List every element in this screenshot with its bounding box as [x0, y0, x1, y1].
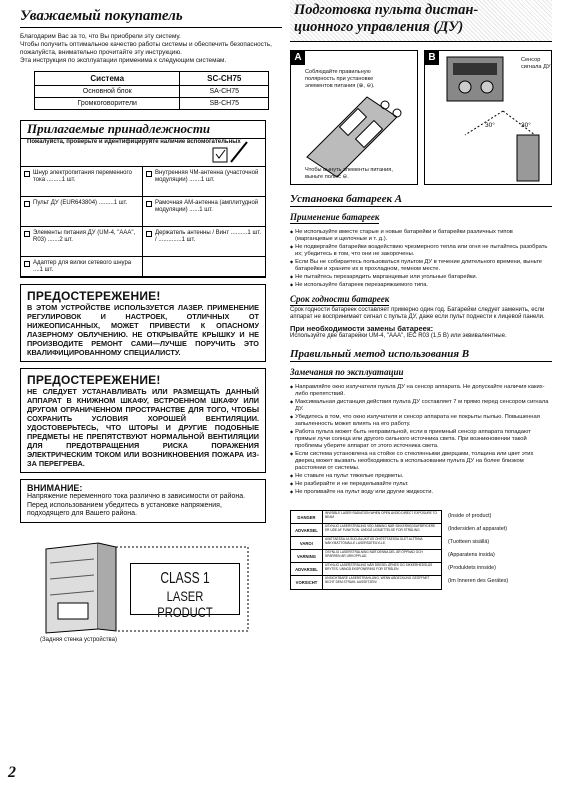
attention-box — [20, 479, 266, 523]
checkbox[interactable] — [24, 231, 30, 237]
table-row: DANGER INVISIBLE LASER RADIATION WHEN OPEN AVOID DIRECT EXPOSURE TO BEAM — [291, 511, 441, 524]
section-banner — [290, 0, 552, 42]
models-cell: SB-CH75 — [180, 98, 269, 110]
figures-row — [290, 50, 552, 185]
laser-label-line2: LASER PRODUCT — [157, 587, 213, 620]
accessory-item: Рамочная АМ-антенна (амплитудной модуляции) ......1 шт. — [143, 197, 265, 227]
list-item: ◆ Если система установлена на стойке со стеклянными дверцами, толщина или цвет этих дверец может вызвать необходимость в использовании пульта ДУ на более близком расстоянии от системы. — [290, 450, 552, 472]
list-item: ◆ Не подвергайте батарейки воздействию чрезмерного тепла или огня не пытайтесь разобрать их; убедитесь в том, что они не закорочены. — [290, 243, 552, 258]
table-note: (Indersiden af apparatet) — [448, 526, 508, 533]
table-row: VARNING OSYNLIG LASERSTRÅLNING NÄR DENNA DEL ÄR ÖPPNAD OCH SPÄRREN ÄR URKOPPLAD. — [291, 550, 441, 563]
list-item: ◆ Не используйте батареек перезаряжаемого типа. — [290, 281, 552, 289]
table-row: VORSICHT UNSICHTBARE LASERSTRAHLUNG, WENN ABDECKUNG GEÖFFNET NICHT DEM STRAHL AUSSETZEN! — [291, 576, 441, 589]
checkbox[interactable] — [146, 201, 152, 207]
list-item: ◆ Не ставьте на пульт тяжелые предметы. — [290, 472, 552, 480]
usage-section-title: Правильный метод использования B — [290, 348, 552, 362]
checkbox[interactable] — [24, 171, 30, 177]
table-note: (Im Inneren des Gerätes) — [448, 578, 509, 585]
battery-replace-heading: При необходимости замены батареек: — [290, 323, 434, 333]
models-cell: Громкоговорители — [35, 98, 180, 110]
page-title: Уважаемый покупатель — [20, 8, 282, 28]
figure-b — [424, 50, 552, 185]
attention-title: ВНИМАНИЕ: — [27, 483, 83, 493]
accessory-item: Держатель антенны / Винт ..........1 шт. / ..............1 шт. — [143, 227, 265, 257]
angle-left: 30° — [485, 122, 495, 129]
models-header-model: SC-CH75 — [180, 72, 269, 86]
models-cell: SA-CH75 — [180, 86, 269, 98]
accessory-item: Элементы питания ДУ (UM-4, "AAA", R03) .......2 шт. — [21, 227, 143, 257]
figure-a-note-removal: Чтобы вынуть элементы питания, выньте полюс ⊖. — [305, 167, 393, 180]
intro-p3: Эта инструкция по эксплуатации применима к следующим системам. — [20, 57, 227, 64]
sensor-label: Сенсор сигнала ДУ — [521, 57, 551, 70]
accessory-item: Шнур электропитания переменного тока .........1 шт. — [21, 167, 143, 197]
remote-battery-drawing — [297, 87, 417, 177]
device-caption: (Задняя стенка устройства) — [40, 636, 117, 643]
left-column — [20, 8, 282, 643]
table-note: (Apparatens insida) — [448, 552, 495, 559]
class1-laser-label — [130, 563, 240, 620]
accessory-item-empty — [143, 257, 265, 277]
list-item: ◆ Не пытайтесь перезарядить марганцевые или угольные батарейки. — [290, 273, 552, 281]
models-table — [34, 71, 269, 110]
banner-line1: Подготовка пульта дистан- — [294, 2, 479, 18]
table-row: ADVARSEL USYNLIG LASERSTRÅLING NÅR DEKSEL ÅPNES OG SIKKERHEDSLÅS BRYTES. UNNGÅ EKSPONERING FOR STRÅLEN — [291, 563, 441, 576]
list-item: ◆ Если Вы не собираетесь пользоваться пультом ДУ в течение длительного времени, выньте батарейки и храните их в прохладном, темном месте. — [290, 258, 552, 273]
banner-line2: ционного управления (ДУ) — [294, 19, 464, 35]
accessories-box — [20, 120, 266, 278]
accessory-item: Пульт ДУ (EUR643804) .........1 шт. — [21, 197, 143, 227]
laser-warning-table — [290, 510, 552, 590]
usage-sub-heading: Замечания по эксплуатации — [290, 367, 404, 378]
figure-a — [290, 50, 418, 185]
table-row: VARO! AVATTAESSA JA SUOJALUKITUS OHITETTAESSA OLET ALTTIINA NÄKYMÄTTÖMÄLLE LASERSÄTEILYLLE. — [291, 537, 441, 550]
intro-p2: Чтобы получить оптимальное качество работы системы и обеспечить безопасность, пожалуйста, внимательно прочитайте эту инструкцию. — [20, 41, 272, 56]
list-item: ◆ Не проливайте на пульт воду или другие жидкости. — [290, 488, 552, 496]
accessory-item: Внутренняя ЧМ-антенна (участочной модуляции) .......1 шт. — [143, 167, 265, 197]
list-item: ◆ Не разбирайте и не переделывайте пульт. — [290, 480, 552, 488]
battery-section-title: Установка батареек A — [290, 193, 552, 207]
laser-table-notes — [448, 510, 508, 590]
laser-warning-box — [20, 284, 266, 362]
attention-text: Напряжение переменного тока различно в зависимости от района. Перед использованием убедитесь в установке напряжения, подходящего для Вашего района. — [27, 493, 246, 518]
ventilation-warning-title: ПРЕДОСТЕРЕЖЕНИЕ! — [27, 373, 161, 387]
battery-life-heading: Срок годности батареек — [290, 294, 390, 304]
list-item: ◆ Максимальная дистанция действия пульта ДУ составляет 7 м прямо перед сенсором сигнала ДУ. — [290, 398, 552, 413]
laser-label-grid — [290, 510, 442, 590]
table-note: (Produktets innside) — [448, 565, 496, 572]
laser-label-line1: CLASS 1 — [160, 569, 210, 587]
intro-p1: Благодарим Вас за то, что Вы приобрели эту систему. — [20, 33, 181, 40]
list-item: ◆ Работа пульта может быть неправильной, если в приемный сенсор аппарата попадают прямые лучи солнца или другого сильного источника света. При возникновении такой проблемы уберите аппарат от этого источника света. — [290, 428, 552, 450]
list-item: ◆ Направляйте окно излучателя пульта ДУ на сенсор аппарата. Не допускайте наличия каких-либо препятствий. — [290, 383, 552, 398]
usage-list — [290, 383, 552, 496]
figure-a-tag: A — [291, 51, 305, 65]
models-cell: Основной блок — [35, 86, 180, 98]
battery-list — [290, 228, 552, 289]
checkbox[interactable] — [24, 261, 30, 267]
ventilation-warning-text: НЕ СЛЕДУЕТ УСТАНАВЛИВАТЬ ИЛИ РАЗМЕЩАТЬ ДАННЫЙ АППАРАТ В КНИЖНОМ ШКАФУ, ВСТРОЕННОМ ШКАФУ ИЛИ ДРУГОМ ОГРАНИЧЕННОМ ПРОСТРАНСТВЕ ДЛЯ ТОГО, ЧТОБЫ СОХРАНИТЬ УСЛОВИЯ ХОРОШЕЙ ВЕНТИЛЯЦИИ. УДОСТОВЕРЬТЕСЬ, ЧТО ШТОРЫ И ДРУГИЕ ПОДОБНЫЕ ПРЕДМЕТЫ НЕ ПРЕПЯТСТВУЮТ НОРМАЛЬНОЙ ВЕНТИЛЯЦИИ ДЛЯ ПРЕДОТВРАЩЕНИЯ РИСКА ПОРАЖЕНИЯ ЭЛЕКТРИЧЕСКИМ ТОКОМ ИЛИ ВОЗНИКНОВЕНИЯ ПОЖАРА ИЗ-ЗА ПЕРЕГРЕВА. — [27, 387, 259, 468]
table-note: (Inside of product) — [448, 513, 492, 520]
angle-right: 30° — [521, 122, 531, 129]
device-rear-illustration — [38, 539, 258, 643]
laser-warning-text: В ЭТОМ УСТРОЙСТВЕ ИСПОЛЬЗУЕТСЯ ЛАЗЕР. ПРИМЕНЕНИЕ РЕГУЛИРОВОК И НАСТРОЕК, ОТЛИЧНЫХ ОТ НИЖЕОПИСАННЫХ, МОЖЕТ ПРИВЕСТИ К ОПАСНОМУ ЛАЗЕРНОМУ ОБЛУЧЕНИЮ. НЕ ОТКРЫВАЙТЕ КРЫШКУ И НЕ ПРОИЗВОДИТЕ РЕМОНТ САМИ—ЛУЧШЕ ПОРУЧИТЬ ЭТО КВАЛИФИЦИРОВАННОМУ СПЕЦИАЛИСТУ. — [27, 303, 259, 357]
list-item: ◆ Не используйте вместе старые и новые батарейки и батарейки различных типов (марганцевые и щелочные и т. д.). — [290, 228, 552, 243]
battery-use-heading: Применение батареек — [290, 212, 380, 222]
battery-replace-text: Используйте две батарейки UM-4, "AAA", IEC R03 (1,5 В) или эквивалентные. — [290, 332, 507, 339]
list-item: ◆ Убедитесь в том, что окно излучателя и сенсор аппарата не покрыты пылью. Повышенная запыленность может влиять на его работу. — [290, 413, 552, 428]
checkbox[interactable] — [146, 171, 152, 177]
figure-a-note-polarity: Соблюдайте правильную полярность при установке элементов питания (⊕, ⊖). — [305, 69, 375, 89]
stereo-remote-drawing — [425, 51, 551, 183]
checkbox[interactable] — [146, 231, 152, 237]
checklist-pen-icon — [211, 140, 251, 166]
laser-warning-title: ПРЕДОСТЕРЕЖЕНИЕ! — [27, 289, 161, 303]
table-note: (Tuotteen sisällä) — [448, 539, 490, 546]
ventilation-warning-box — [20, 368, 266, 473]
right-column — [290, 0, 552, 590]
accessories-title: Прилагаемые принадлежности — [21, 121, 265, 139]
models-header-system: Система — [35, 72, 180, 86]
battery-life-text: Срок годности батареек составляет примерно один год. Батарейки следует заменить, если аппарат не воспринимает сигнал с пульта ДУ, даже если пульт поднести к лицевой панели. — [290, 307, 545, 321]
figure-b-tag: B — [425, 51, 439, 65]
page-number: 2 — [8, 764, 16, 781]
table-row: ADVARSEL USYNLIG LASERSTRÅLING VED ÅBNING NÅR SIKKERHEDSAFBRYDERE ER UDE AF FUNKTION. UNDGÅ UDSÆTTELSE FOR STRÅLING — [291, 524, 441, 537]
accessories-grid — [21, 166, 265, 277]
checkbox[interactable] — [24, 201, 30, 207]
accessories-subtitle: Пожалуйста, проверьте и идентифицируйте наличие вспомогательных — [27, 139, 241, 145]
accessory-item: Адаптер для вилки сетевого шнура ....1 шт. — [21, 257, 143, 277]
